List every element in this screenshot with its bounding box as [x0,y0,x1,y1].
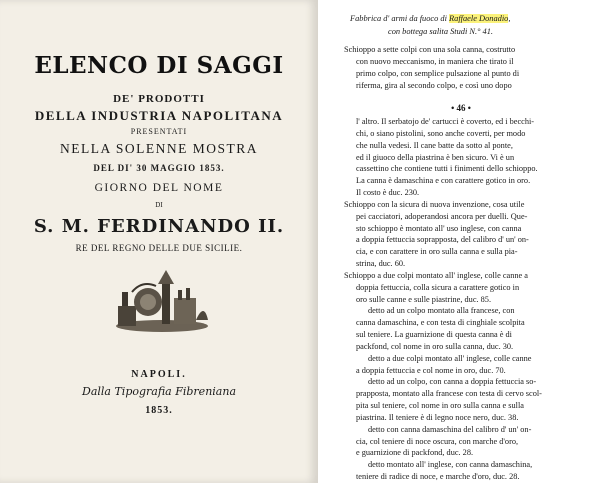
text-line: chi, o siano pistolini, sono anche coverti, per modo [356,128,526,138]
text-line: oro sulle canne e sulle piastrine, duc. 85. [356,294,492,304]
text-line: ed il giuoco della piastrina è ben sicuro. Vi è un [356,152,515,162]
imprint-city: NAPOLI. [131,369,187,380]
text-page [330,0,600,483]
subtitle-mostra: NELLA SOLENNE MOSTRA [60,141,258,156]
text-line: La canna è damaschina e con carattere gotico in oro. [356,176,531,186]
text-line: pei cacciatori, adoperandosi ancora per duelli. Que- [356,211,528,221]
text-line: riferma, gira al secondo colpo, e così uno dopo [356,81,512,90]
text-line: Schioppo a due colpi montato all' inglese, colle canne a [344,270,528,280]
subtitle-industria: DELLA INDUSTRIA NAPOLITANA [34,108,284,123]
text-line: detto a due colpi montato all' inglese, colle canne [368,353,532,363]
text-line: packfond, col nome in oro sulla canna, duc. 30. [356,341,514,351]
text-line: detto montato all' inglese, con canna damaschina, [368,460,533,470]
subtitle-giorno: GIORNO DEL NOME [94,182,224,194]
text-line: strina, duc. 60. [356,259,406,268]
subtitle-di: DI [155,201,163,209]
header-suffix: , [508,14,511,23]
text-line: sul teniere. La guarnizione di questa canna è di [356,330,512,339]
king-name: S. M. FERDINANDO II. [33,216,285,237]
text-line: cia, col teniere di noce oscura, con marche d'oro, [356,436,519,446]
section-header-address: con bottega salita Studi N.° 41. [388,27,494,36]
text-line: a doppia fettuccia e col nome in oro, duc. 70. [356,365,506,375]
text-line: canna damaschina, e con testa di cinghiale scolpita [356,318,525,328]
text-line: detto ad un colpo, con canna a doppia fettuccia so- [368,377,537,387]
text-line: cassettino che contiene tutti i finimenti dello schioppo. [356,164,538,174]
text-line: detto ad un colpo montato alla francese, con [368,306,515,316]
imprint-printer: Dalla Tipografia Fibreniana [82,385,236,398]
text-line: prapposta, montato alla francese con testa di cervo scol- [356,389,542,399]
text-line: l' altro. Il serbatojo de' cartucci è coverto, ed i becchi- [356,117,535,126]
text-line: teniere di radice di noce, e marche d'oro, duc. 28. [356,472,520,481]
header-prefix: Fabbrica d' armi da fuoco di [350,14,447,23]
text-line: primo colpo, con semplice pulsazione al punto di [356,69,520,78]
text-line: e guarnizione di packfond, duc. 28. [356,448,474,458]
highlighted-name: Raffaele Donadio [449,14,509,23]
book-title: ELENCO DI SAGGI [34,52,284,79]
text-line: Schioppo a sette colpi con una sola canna, costrutto [344,45,516,54]
text-line: pita sul teniere, col nome in oro sulla canna e sulla [356,401,524,410]
text-line: Schioppo con la sicura di nuova invenzione, cosa utile [344,199,525,209]
exhibition-date: DEL DI' 30 MAGGIO 1853. [93,163,225,173]
text-line: piastrina. Il teniere è di legno noce nero, duc. 38. [356,412,519,422]
text-line: che nulla vedesi. Il cane batte da sotto al ponte, [356,140,513,150]
king-title: RE DEL REGNO DELLE DUE SICILIE. [75,243,243,253]
text-line: doppia fettuccia, colla sicura a carattere gotico in [356,282,520,292]
text-line: sto schioppo è montato all' uso inglese, con canna [356,223,522,233]
subtitle-presentati: PRESENTATI [130,127,188,136]
text-line: detto con canna damaschina del calibro d' un' on- [368,424,532,434]
imprint-year: 1853. [145,405,173,416]
engraved-vignette-illustration [112,262,212,334]
page-number: • 46 • [451,103,471,113]
text-line: Il costo è duc. 230. [356,188,420,197]
text-line: con nuovo meccanismo, in maniera che tirato il [356,57,514,66]
section-header [350,14,600,24]
text-line: a doppia fettuccia soprapposta, del calibro d' un' on- [356,235,529,245]
subtitle-de-prodotti: DE' PRODOTTI [113,93,205,105]
text-line: cia, e con carattere in oro sulla canna e sulla pia- [356,247,518,257]
